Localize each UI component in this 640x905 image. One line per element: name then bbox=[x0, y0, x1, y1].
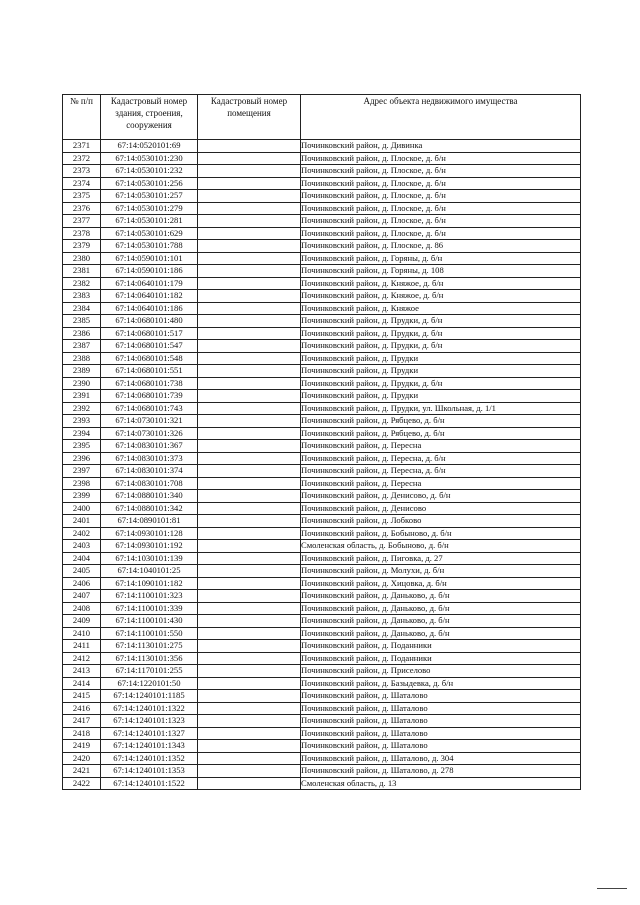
cadastral-number-building: 67:14:0730101:321 bbox=[101, 415, 198, 428]
cadastral-number-room bbox=[198, 690, 301, 703]
cadastral-number-room bbox=[198, 415, 301, 428]
table-row bbox=[63, 665, 581, 678]
table-row bbox=[63, 765, 581, 778]
cadastral-number-building: 67:14:1100101:550 bbox=[101, 627, 198, 640]
cadastral-number-room bbox=[198, 615, 301, 628]
cadastral-number-building: 67:14:0830101:373 bbox=[101, 452, 198, 465]
property-address: Починковский район, д. Бобыново, д. б/н bbox=[301, 527, 581, 540]
table-row bbox=[63, 415, 581, 428]
row-number: 2421 bbox=[63, 765, 101, 778]
table-row bbox=[63, 215, 581, 228]
table-row bbox=[63, 202, 581, 215]
cadastral-number-room bbox=[198, 702, 301, 715]
row-number: 2413 bbox=[63, 665, 101, 678]
property-address: Починковский район, д. Плоское, д. б/н bbox=[301, 177, 581, 190]
property-address: Починковский район, д. Шаталово bbox=[301, 740, 581, 753]
row-number: 2384 bbox=[63, 302, 101, 315]
cadastral-number-building: 67:14:0880101:340 bbox=[101, 490, 198, 503]
cadastral-number-room bbox=[198, 377, 301, 390]
row-number: 2408 bbox=[63, 602, 101, 615]
table-row bbox=[63, 515, 581, 528]
cadastral-number-building: 67:14:0680101:743 bbox=[101, 402, 198, 415]
table-row bbox=[63, 140, 581, 153]
cadastral-number-room bbox=[198, 727, 301, 740]
cadastral-number-room bbox=[198, 740, 301, 753]
table-row bbox=[63, 440, 581, 453]
table-row bbox=[63, 677, 581, 690]
table-row bbox=[63, 465, 581, 478]
property-address: Починковский район, д. Пересна bbox=[301, 440, 581, 453]
table-row bbox=[63, 427, 581, 440]
cadastral-number-room bbox=[198, 652, 301, 665]
property-address: Починковский район, д. Прудки bbox=[301, 365, 581, 378]
cadastral-number-room bbox=[198, 777, 301, 790]
cadastral-number-building: 67:14:1240101:1522 bbox=[101, 777, 198, 790]
cadastral-number-room bbox=[198, 665, 301, 678]
property-address: Починковский район, д. Денисово, д. б/н bbox=[301, 490, 581, 503]
row-number: 2399 bbox=[63, 490, 101, 503]
cadastral-number-building: 67:14:0530101:281 bbox=[101, 215, 198, 228]
table-row bbox=[63, 552, 581, 565]
property-address: Починковский район, д. Пересна, д. б/н bbox=[301, 465, 581, 478]
property-address: Починковский район, д. Княжое, д. б/н bbox=[301, 290, 581, 303]
table-row bbox=[63, 565, 581, 578]
table-row bbox=[63, 240, 581, 253]
table-body bbox=[63, 140, 581, 790]
property-address: Починковский район, д. Прудки, д. б/н bbox=[301, 315, 581, 328]
table-row bbox=[63, 340, 581, 353]
cadastral-number-building: 67:14:0530101:256 bbox=[101, 177, 198, 190]
row-number: 2387 bbox=[63, 340, 101, 353]
cadastral-number-room bbox=[198, 465, 301, 478]
cadastral-number-building: 67:14:0530101:629 bbox=[101, 227, 198, 240]
cadastral-number-building: 67:14:1240101:1185 bbox=[101, 690, 198, 703]
cadastral-number-building: 67:14:0930101:192 bbox=[101, 540, 198, 553]
cadastral-number-room bbox=[198, 215, 301, 228]
property-address: Починковский район, д. Базыдевка, д. б/н bbox=[301, 677, 581, 690]
cadastral-number-building: 67:14:1030101:139 bbox=[101, 552, 198, 565]
cadastral-number-room bbox=[198, 165, 301, 178]
table-row bbox=[63, 165, 581, 178]
table-row bbox=[63, 690, 581, 703]
cadastral-number-building: 67:14:0590101:101 bbox=[101, 252, 198, 265]
cadastral-number-room bbox=[198, 227, 301, 240]
row-number: 2372 bbox=[63, 152, 101, 165]
property-address: Починковский район, д. Прудки, д. б/н bbox=[301, 377, 581, 390]
property-address: Починковский район, д. Рябцево, д. б/н bbox=[301, 415, 581, 428]
cadastral-number-building: 67:14:1240101:1323 bbox=[101, 715, 198, 728]
property-address: Починковский район, д. Шаталово bbox=[301, 715, 581, 728]
table-row bbox=[63, 590, 581, 603]
row-number: 2417 bbox=[63, 715, 101, 728]
row-number: 2380 bbox=[63, 252, 101, 265]
table-row bbox=[63, 177, 581, 190]
cadastral-number-room bbox=[198, 515, 301, 528]
row-number: 2402 bbox=[63, 527, 101, 540]
table-row bbox=[63, 602, 581, 615]
property-address: Починковский район, д. Горяны, д. б/н bbox=[301, 252, 581, 265]
cadastral-number-building: 67:14:1100101:323 bbox=[101, 590, 198, 603]
row-number: 2412 bbox=[63, 652, 101, 665]
property-address: Починковский район, д. Рябцево, д. б/н bbox=[301, 427, 581, 440]
cadastral-number-room bbox=[198, 152, 301, 165]
cadastral-number-room bbox=[198, 352, 301, 365]
cadastral-number-room bbox=[198, 290, 301, 303]
cadastral-number-room bbox=[198, 402, 301, 415]
row-number: 2395 bbox=[63, 440, 101, 453]
cadastral-number-room bbox=[198, 265, 301, 278]
cadastral-number-room bbox=[198, 190, 301, 203]
property-address: Починковский район, д. Плоское, д. б/н bbox=[301, 227, 581, 240]
row-number: 2404 bbox=[63, 552, 101, 565]
cadastral-number-building: 67:14:0530101:232 bbox=[101, 165, 198, 178]
table-row bbox=[63, 302, 581, 315]
row-number: 2385 bbox=[63, 315, 101, 328]
row-number: 2414 bbox=[63, 677, 101, 690]
property-address: Починковский район, д. Княжое, д. б/н bbox=[301, 277, 581, 290]
property-address: Смоленская область, д. 13 bbox=[301, 777, 581, 790]
row-number: 2411 bbox=[63, 640, 101, 653]
cadastral-number-room bbox=[198, 427, 301, 440]
row-number: 2373 bbox=[63, 165, 101, 178]
cadastral-number-building: 67:14:1240101:1352 bbox=[101, 752, 198, 765]
cadastral-number-room bbox=[198, 565, 301, 578]
table-row bbox=[63, 627, 581, 640]
property-address: Починковский район, д. Молухи, д. б/н bbox=[301, 565, 581, 578]
cadastral-number-building: 67:14:0590101:186 bbox=[101, 265, 198, 278]
property-address: Починковский район, д. Хицовка, д. б/н bbox=[301, 577, 581, 590]
property-address: Починковский район, д. Поданники bbox=[301, 652, 581, 665]
footer-mark bbox=[597, 888, 627, 889]
table-row bbox=[63, 315, 581, 328]
cadastral-number-building: 67:14:0930101:128 bbox=[101, 527, 198, 540]
table-row bbox=[63, 502, 581, 515]
table-row bbox=[63, 640, 581, 653]
row-number: 2405 bbox=[63, 565, 101, 578]
cadastral-number-building: 67:14:0730101:326 bbox=[101, 427, 198, 440]
cadastral-number-room bbox=[198, 302, 301, 315]
table-row bbox=[63, 715, 581, 728]
cadastral-number-room bbox=[198, 390, 301, 403]
table-row bbox=[63, 540, 581, 553]
cadastral-number-building: 67:14:1240101:1322 bbox=[101, 702, 198, 715]
table-row bbox=[63, 727, 581, 740]
cadastral-number-room bbox=[198, 640, 301, 653]
cadastral-number-building: 67:14:1240101:1327 bbox=[101, 727, 198, 740]
property-register-table bbox=[62, 94, 581, 790]
cadastral-number-building: 67:14:0640101:182 bbox=[101, 290, 198, 303]
property-address: Починковский район, д. Пересна, д. б/н bbox=[301, 452, 581, 465]
cadastral-number-building: 67:14:0640101:179 bbox=[101, 277, 198, 290]
cadastral-number-building: 67:14:0530101:788 bbox=[101, 240, 198, 253]
property-address: Починковский район, д. Плоское, д. б/н bbox=[301, 190, 581, 203]
table-row bbox=[63, 702, 581, 715]
cadastral-number-room bbox=[198, 140, 301, 153]
row-number: 2389 bbox=[63, 365, 101, 378]
cadastral-number-room bbox=[198, 440, 301, 453]
row-number: 2419 bbox=[63, 740, 101, 753]
table-row bbox=[63, 390, 581, 403]
row-number: 2390 bbox=[63, 377, 101, 390]
table-row bbox=[63, 752, 581, 765]
cadastral-number-building: 67:14:0680101:548 bbox=[101, 352, 198, 365]
cadastral-number-room bbox=[198, 365, 301, 378]
property-address: Починковский район, д. Шаталово, д. 278 bbox=[301, 765, 581, 778]
cadastral-number-room bbox=[198, 552, 301, 565]
cadastral-number-room bbox=[198, 677, 301, 690]
row-number: 2420 bbox=[63, 752, 101, 765]
header-num: № п/п bbox=[63, 95, 101, 140]
cadastral-number-room bbox=[198, 715, 301, 728]
cadastral-number-building: 67:14:0830101:374 bbox=[101, 465, 198, 478]
cadastral-number-building: 67:14:1090101:182 bbox=[101, 577, 198, 590]
cadastral-number-building: 67:14:0530101:279 bbox=[101, 202, 198, 215]
cadastral-number-building: 67:14:0530101:257 bbox=[101, 190, 198, 203]
table-row bbox=[63, 527, 581, 540]
cadastral-number-building: 67:14:1100101:339 bbox=[101, 602, 198, 615]
property-address: Починковский район, д. Горяны, д. 108 bbox=[301, 265, 581, 278]
row-number: 2415 bbox=[63, 690, 101, 703]
property-address: Починковский район, д. Даньково, д. б/н bbox=[301, 602, 581, 615]
property-address: Починковский район, д. Шаталово bbox=[301, 702, 581, 715]
cadastral-number-building: 67:14:0680101:480 bbox=[101, 315, 198, 328]
property-address: Починковский район, д. Даньково, д. б/н bbox=[301, 590, 581, 603]
cadastral-number-room bbox=[198, 340, 301, 353]
cadastral-number-building: 67:14:1240101:1353 bbox=[101, 765, 198, 778]
table-row bbox=[63, 577, 581, 590]
row-number: 2422 bbox=[63, 777, 101, 790]
row-number: 2409 bbox=[63, 615, 101, 628]
row-number: 2392 bbox=[63, 402, 101, 415]
row-number: 2396 bbox=[63, 452, 101, 465]
cadastral-number-building: 67:14:0680101:517 bbox=[101, 327, 198, 340]
table-row bbox=[63, 365, 581, 378]
cadastral-number-building: 67:14:0520101:69 bbox=[101, 140, 198, 153]
header-address: Адрес объекта недвижимого имущества bbox=[301, 95, 581, 140]
cadastral-number-building: 67:14:1170101:255 bbox=[101, 665, 198, 678]
property-address: Починковский район, д. Плоское, д. б/н bbox=[301, 202, 581, 215]
property-address: Починковский район, д. Прудки, д. б/н bbox=[301, 327, 581, 340]
property-address: Починковский район, д. Княжое bbox=[301, 302, 581, 315]
row-number: 2376 bbox=[63, 202, 101, 215]
row-number: 2398 bbox=[63, 477, 101, 490]
table-row bbox=[63, 477, 581, 490]
row-number: 2374 bbox=[63, 177, 101, 190]
cadastral-number-room bbox=[198, 477, 301, 490]
table-row bbox=[63, 190, 581, 203]
cadastral-number-room bbox=[198, 315, 301, 328]
cadastral-number-building: 67:14:1240101:1343 bbox=[101, 740, 198, 753]
table-row bbox=[63, 152, 581, 165]
cadastral-number-room bbox=[198, 490, 301, 503]
cadastral-number-building: 67:14:1220101:50 bbox=[101, 677, 198, 690]
property-address: Починковский район, д. Шаталово bbox=[301, 727, 581, 740]
row-number: 2397 bbox=[63, 465, 101, 478]
cadastral-number-room bbox=[198, 177, 301, 190]
property-address: Смоленская область, д. Бобыново, д. б/н bbox=[301, 540, 581, 553]
property-address: Починковский район, д. Прудки, ул. Школьная, д. 1/1 bbox=[301, 402, 581, 415]
cadastral-number-room bbox=[198, 627, 301, 640]
cadastral-number-room bbox=[198, 527, 301, 540]
cadastral-number-room bbox=[198, 502, 301, 515]
property-address: Починковский район, д. Шаталово, д. 304 bbox=[301, 752, 581, 765]
row-number: 2383 bbox=[63, 290, 101, 303]
cadastral-number-building: 67:14:0890101:81 bbox=[101, 515, 198, 528]
property-address: Починковский район, д. Шаталово bbox=[301, 690, 581, 703]
cadastral-number-room bbox=[198, 765, 301, 778]
property-address: Починковский район, д. Прудки, д. б/н bbox=[301, 340, 581, 353]
table-row bbox=[63, 490, 581, 503]
cadastral-number-building: 67:14:0680101:738 bbox=[101, 377, 198, 390]
header-cadastral-room: Кадастровый номер помещения bbox=[198, 95, 301, 140]
table-row bbox=[63, 277, 581, 290]
property-address: Починковский район, д. Плоское, д. б/н bbox=[301, 215, 581, 228]
table-row bbox=[63, 402, 581, 415]
cadastral-number-building: 67:14:0830101:708 bbox=[101, 477, 198, 490]
row-number: 2418 bbox=[63, 727, 101, 740]
row-number: 2393 bbox=[63, 415, 101, 428]
cadastral-number-room bbox=[198, 252, 301, 265]
row-number: 2388 bbox=[63, 352, 101, 365]
row-number: 2401 bbox=[63, 515, 101, 528]
property-address: Починковский район, д. Плоское, д. б/н bbox=[301, 165, 581, 178]
property-address: Починковский район, д. Пиговка, д. 27 bbox=[301, 552, 581, 565]
cadastral-number-room bbox=[198, 602, 301, 615]
cadastral-number-building: 67:14:0530101:230 bbox=[101, 152, 198, 165]
row-number: 2371 bbox=[63, 140, 101, 153]
property-address: Починковский район, д. Плоское, д. 86 bbox=[301, 240, 581, 253]
row-number: 2382 bbox=[63, 277, 101, 290]
table-row bbox=[63, 615, 581, 628]
cadastral-number-room bbox=[198, 577, 301, 590]
cadastral-number-building: 67:14:0680101:739 bbox=[101, 390, 198, 403]
row-number: 2386 bbox=[63, 327, 101, 340]
row-number: 2378 bbox=[63, 227, 101, 240]
cadastral-number-building: 67:14:0880101:342 bbox=[101, 502, 198, 515]
cadastral-number-room bbox=[198, 277, 301, 290]
property-address: Починковский район, д. Прудки bbox=[301, 352, 581, 365]
table-row bbox=[63, 777, 581, 790]
cadastral-number-room bbox=[198, 452, 301, 465]
property-address: Починковский район, д. Даньково, д. б/н bbox=[301, 627, 581, 640]
row-number: 2391 bbox=[63, 390, 101, 403]
property-address: Починковский район, д. Приселово bbox=[301, 665, 581, 678]
cadastral-number-building: 67:14:0830101:367 bbox=[101, 440, 198, 453]
row-number: 2379 bbox=[63, 240, 101, 253]
row-number: 2406 bbox=[63, 577, 101, 590]
cadastral-number-room bbox=[198, 240, 301, 253]
property-address: Починковский район, д. Денисово bbox=[301, 502, 581, 515]
cadastral-number-building: 67:14:1130101:356 bbox=[101, 652, 198, 665]
cadastral-number-building: 67:14:0680101:551 bbox=[101, 365, 198, 378]
table-row bbox=[63, 740, 581, 753]
property-address: Починковский район, д. Поданники bbox=[301, 640, 581, 653]
property-address: Починковский район, д. Плоское, д. б/н bbox=[301, 152, 581, 165]
table-row bbox=[63, 227, 581, 240]
row-number: 2400 bbox=[63, 502, 101, 515]
property-address: Починковский район, д. Дивинка bbox=[301, 140, 581, 153]
cadastral-number-building: 67:14:1100101:430 bbox=[101, 615, 198, 628]
cadastral-number-room bbox=[198, 202, 301, 215]
cadastral-number-room bbox=[198, 752, 301, 765]
row-number: 2377 bbox=[63, 215, 101, 228]
row-number: 2410 bbox=[63, 627, 101, 640]
table-row bbox=[63, 452, 581, 465]
property-address: Починковский район, д. Пересна bbox=[301, 477, 581, 490]
row-number: 2407 bbox=[63, 590, 101, 603]
row-number: 2381 bbox=[63, 265, 101, 278]
table-row bbox=[63, 377, 581, 390]
row-number: 2375 bbox=[63, 190, 101, 203]
table-row bbox=[63, 252, 581, 265]
table-row bbox=[63, 290, 581, 303]
cadastral-number-room bbox=[198, 327, 301, 340]
table-header-row bbox=[63, 95, 581, 140]
cadastral-number-building: 67:14:0640101:186 bbox=[101, 302, 198, 315]
table-row bbox=[63, 352, 581, 365]
cadastral-number-building: 67:14:1040101:25 bbox=[101, 565, 198, 578]
property-address: Починковский район, д. Лобково bbox=[301, 515, 581, 528]
row-number: 2403 bbox=[63, 540, 101, 553]
cadastral-number-room bbox=[198, 540, 301, 553]
cadastral-number-room bbox=[198, 590, 301, 603]
cadastral-number-building: 67:14:1130101:275 bbox=[101, 640, 198, 653]
table-row bbox=[63, 327, 581, 340]
property-address: Починковский район, д. Даньково, д. б/н bbox=[301, 615, 581, 628]
table-row bbox=[63, 652, 581, 665]
cadastral-number-building: 67:14:0680101:547 bbox=[101, 340, 198, 353]
header-cadastral-building: Кадастровый номер здания, строения, сооружения bbox=[101, 95, 198, 140]
row-number: 2394 bbox=[63, 427, 101, 440]
table-row bbox=[63, 265, 581, 278]
property-address: Починковский район, д. Прудки bbox=[301, 390, 581, 403]
row-number: 2416 bbox=[63, 702, 101, 715]
